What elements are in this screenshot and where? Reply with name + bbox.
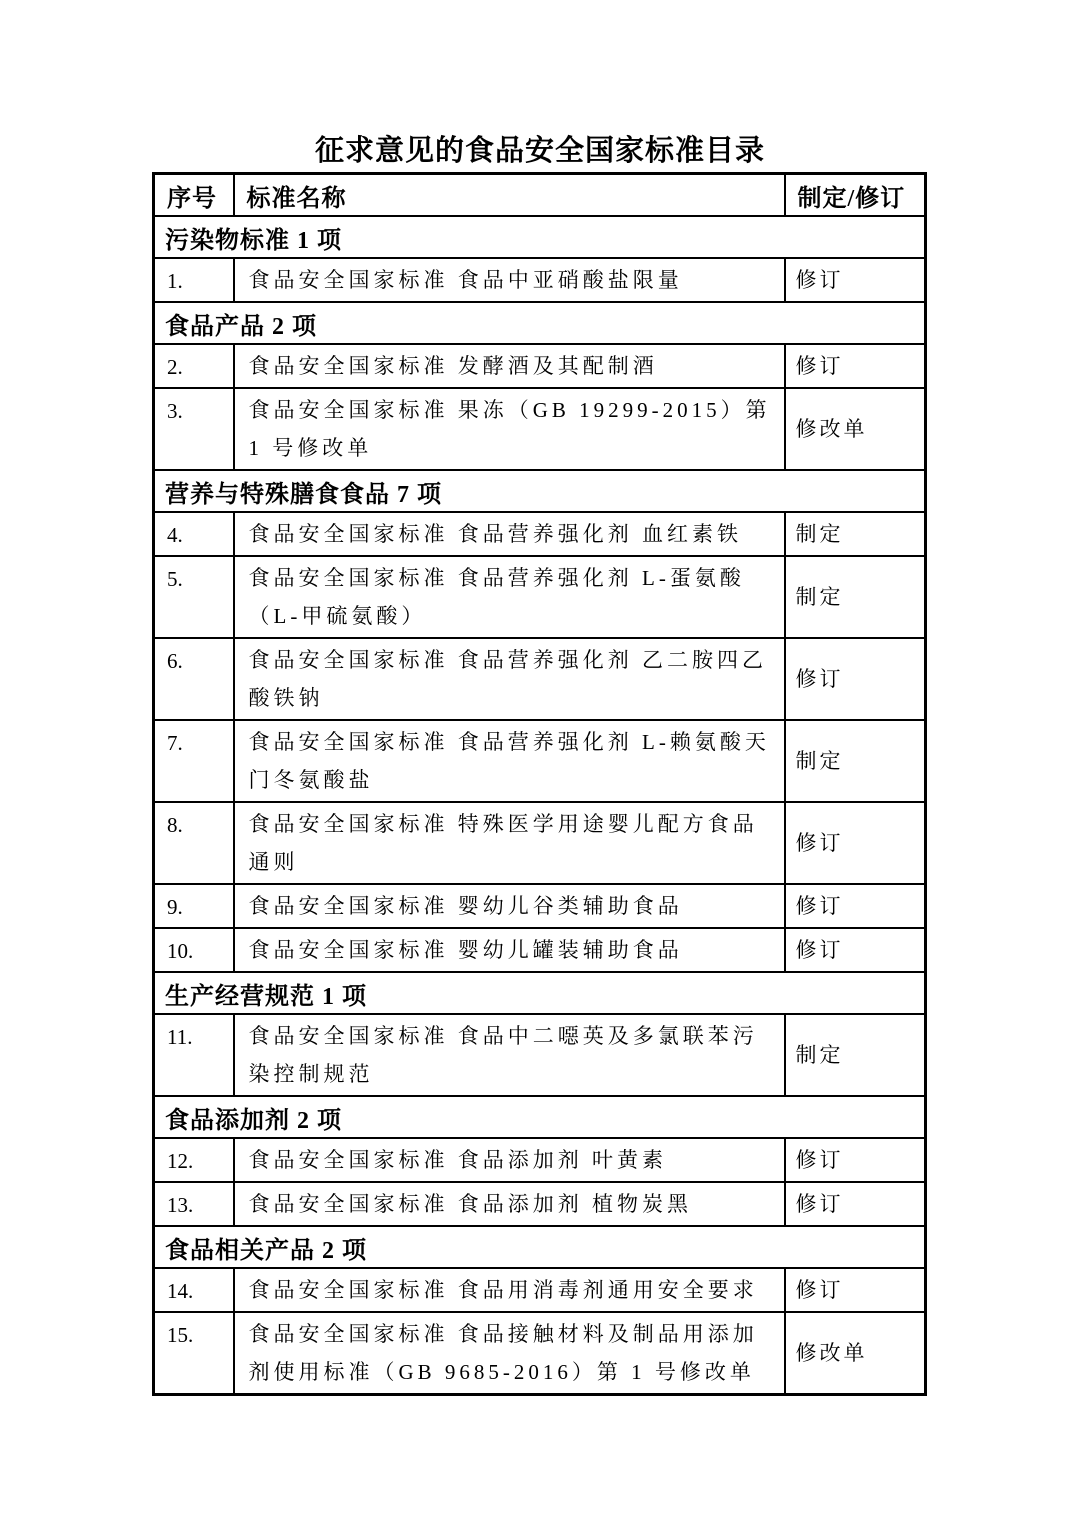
action-type: 修改单 [785, 388, 926, 470]
category-row [154, 216, 926, 258]
table-header-row [154, 174, 926, 217]
category-row [154, 470, 926, 512]
standard-row [154, 344, 926, 388]
row-number: 12. [154, 1138, 234, 1182]
action-type: 修订 [785, 802, 926, 884]
action-type: 修订 [785, 1182, 926, 1226]
standard-name: 食品安全国家标准 食品添加剂 叶黄素 [234, 1138, 785, 1182]
standard-name: 食品安全国家标准 特殊医学用途婴儿配方食品通则 [234, 802, 785, 884]
standards-table [152, 172, 927, 1396]
row-number: 10. [154, 928, 234, 972]
category-label: 食品产品 2 项 [154, 302, 926, 344]
standard-row [154, 1268, 926, 1312]
standard-name: 食品安全国家标准 食品添加剂 植物炭黑 [234, 1182, 785, 1226]
row-number: 2. [154, 344, 234, 388]
row-number: 15. [154, 1312, 234, 1395]
standard-row [154, 720, 926, 802]
standard-row [154, 258, 926, 302]
category-label: 食品相关产品 2 项 [154, 1226, 926, 1268]
standard-name: 食品安全国家标准 食品营养强化剂 血红素铁 [234, 512, 785, 556]
standard-name: 食品安全国家标准 食品中亚硝酸盐限量 [234, 258, 785, 302]
standard-row [154, 556, 926, 638]
category-row [154, 1096, 926, 1138]
standard-name: 食品安全国家标准 婴幼儿谷类辅助食品 [234, 884, 785, 928]
row-number: 14. [154, 1268, 234, 1312]
action-type: 修订 [785, 258, 926, 302]
action-type: 修订 [785, 1138, 926, 1182]
action-type: 修订 [785, 928, 926, 972]
standard-name: 食品安全国家标准 食品用消毒剂通用安全要求 [234, 1268, 785, 1312]
row-number: 4. [154, 512, 234, 556]
standard-name: 食品安全国家标准 食品接触材料及制品用添加剂使用标准（GB 9685-2016）第 1 号修改单 [234, 1312, 785, 1395]
category-row [154, 972, 926, 1014]
standard-row [154, 1182, 926, 1226]
row-number: 13. [154, 1182, 234, 1226]
standard-row [154, 1312, 926, 1395]
standard-row [154, 388, 926, 470]
standard-name: 食品安全国家标准 食品中二噁英及多氯联苯污染控制规范 [234, 1014, 785, 1096]
row-number: 9. [154, 884, 234, 928]
action-type: 制定 [785, 556, 926, 638]
category-label: 生产经营规范 1 项 [154, 972, 926, 1014]
standard-name: 食品安全国家标准 食品营养强化剂 L-蛋氨酸（L-甲硫氨酸） [234, 556, 785, 638]
page-title: 征求意见的食品安全国家标准目录 [314, 135, 765, 167]
row-number: 11. [154, 1014, 234, 1096]
action-type: 修订 [785, 884, 926, 928]
row-number: 5. [154, 556, 234, 638]
row-number: 8. [154, 802, 234, 884]
standard-row [154, 884, 926, 928]
category-label: 营养与特殊膳食食品 7 项 [154, 470, 926, 512]
standard-row [154, 638, 926, 720]
standard-name: 食品安全国家标准 婴幼儿罐装辅助食品 [234, 928, 785, 972]
action-type: 制定 [785, 720, 926, 802]
category-row [154, 1226, 926, 1268]
row-number: 1. [154, 258, 234, 302]
standard-row [154, 1138, 926, 1182]
standard-name: 食品安全国家标准 发酵酒及其配制酒 [234, 344, 785, 388]
action-type: 制定 [785, 1014, 926, 1096]
header-no: 序号 [154, 174, 234, 217]
standard-name: 食品安全国家标准 果冻（GB 19299-2015）第 1 号修改单 [234, 388, 785, 470]
action-type: 制定 [785, 512, 926, 556]
standard-row [154, 512, 926, 556]
standard-name: 食品安全国家标准 食品营养强化剂 L-赖氨酸天门冬氨酸盐 [234, 720, 785, 802]
standard-row [154, 928, 926, 972]
category-label: 污染物标准 1 项 [154, 216, 926, 258]
action-type: 修订 [785, 1268, 926, 1312]
standard-name: 食品安全国家标准 食品营养强化剂 乙二胺四乙酸铁钠 [234, 638, 785, 720]
row-number: 7. [154, 720, 234, 802]
header-action-type: 制定/修订 [785, 174, 926, 217]
action-type: 修订 [785, 344, 926, 388]
standard-row [154, 1014, 926, 1096]
action-type: 修改单 [785, 1312, 926, 1395]
category-row [154, 302, 926, 344]
action-type: 修订 [785, 638, 926, 720]
row-number: 6. [154, 638, 234, 720]
row-number: 3. [154, 388, 234, 470]
category-label: 食品添加剂 2 项 [154, 1096, 926, 1138]
standard-row [154, 802, 926, 884]
header-standard-name: 标准名称 [234, 174, 785, 217]
standards-table-body [154, 216, 926, 1395]
